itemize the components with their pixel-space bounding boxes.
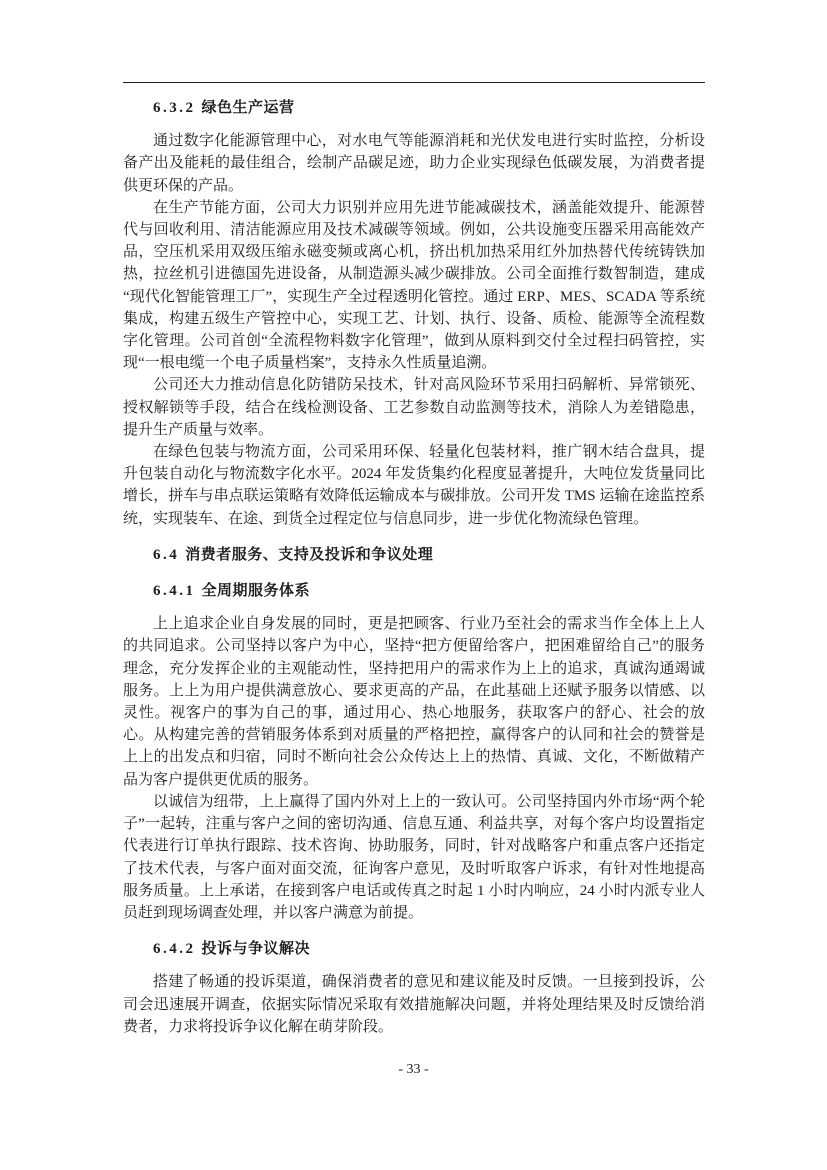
paragraph-production-energy-saving: 在生产节能方面，公司大力识别并应用先进节能减碳技术，涵盖能效提升、能源替代与回收利用、清洁能源应用及技术减碳等领域。例如，公共设施变压器采用高能效产品，空压机采用双级压缩永磁变频或离心机，挤出机加热采用红外加热替代传统铸铁加热，拉丝机引进德国先进设备，从制造源头减少碳排放。公司全面推行数智制造，建成“现代化智能管理工厂”，实现生产全过程透明化管控。通过 ERP、MES、SCADA 等系统集成，构建五级生产管控中心，实现工艺、计划、执行、设备、质检、能源等全流程数字化管理。公司首创“全流程物料数字化管理”，做到从原料到交付全过程扫码管控，实现“一根电缆一个电子质量档案”，支持永久性质量追溯。	[123, 199, 705, 372]
heading-number: 6.4	[153, 546, 180, 563]
paragraph-error-proofing: 公司还大力推动信息化防错防呆技术，针对高风险环节采用扫码解析、异常锁死、授权解锁等手段，结合在线检测设备、工艺参数自动监测等技术，消除人为差错隐患，提升生产质量与效率。	[123, 377, 705, 438]
paragraph-integrity-service-commitment: 以诚信为纽带，上上赢得了国内外对上上的一致认可。公司坚持国内外市场“两个轮子”一起转，注重与客户之间的密切沟通、信息互通、利益共享，对每个客户均设置指定代表进行订单执行跟踪、技术咨询、协助服务，同时，针对战略客户和重点客户还指定了技术代表，与客户面对面交流，征询客户意见，及时听取客户诉求，有针对性地提高服务质量。上上承诺，在接到客户电话或传真之时起 1 小时内响应，24 小时内派专业人员赶到现场调查处理，并以客户满意为前提。	[123, 793, 705, 921]
heading-number: 6.4.1	[153, 583, 196, 600]
heading-title: 绿色生产运营	[201, 99, 295, 116]
heading-6-4-2	[123, 938, 705, 960]
paragraph-complaint-resolution: 搭建了畅通的投诉渠道，确保消费者的意见和建议能及时反馈。一旦接到投诉，公司会迅速展开调查，依据实际情况采取有效措施解决问题，并将处理结果及时反馈给消费者，力求将投诉争议化解在萌芽阶段。	[123, 974, 705, 1035]
header-rule	[123, 82, 705, 83]
paragraph-green-packaging-logistics: 在绿色包装与物流方面，公司采用环保、轻量化包装材料，推广钢木结合盘具，提升包装自动化与物流数字化水平。2024 年发货集约化程度显著提升，大吨位发货量同比增长，拼车与串点联运策略有效降低运输成本与碳排放。公司开发 TMS 运输在途监控系统，实现装车、在途、到货全过程定位与信息同步，进一步优化物流绿色管理。	[123, 444, 705, 527]
heading-title: 消费者服务、支持及投诉和争议处理	[185, 545, 434, 563]
heading-title: 全周期服务体系	[201, 582, 311, 600]
paragraph-customer-centric-service: 上上追求企业自身发展的同时，更是把顾客、行业乃至社会的需求当作全体上上人的共同追求。公司坚持以客户为中心，坚持“把方便留给客户，把困难留给自己”的服务理念，充分发挥企业的主观能动性，坚持把用户的需求作为上上的追求，真诚沟通竭诚服务。上上为用户提供满意放心、要求更高的产品，在此基础上还赋予服务以情感、以灵性。视客户的事为自己的事，通过用心、热心地服务，获取客户的舒心、社会的放心。从构建完善的营销服务体系到对质量的严格把控，赢得客户的认同和社会的赞誉是上上的出发点和归宿，同时不断向社会公众传达上上的热情、真诚、文化，不断做精产品为客户提供更优质的服务。	[123, 616, 705, 788]
page-number: - 33 -	[398, 1062, 429, 1077]
paragraph-energy-management: 通过数字化能源管理中心，对水电气等能源消耗和光伏发电进行实时监控，分析设备产出及能耗的最佳组合，绘制产品碳足迹，助力企业实现绿色低碳发展，为消费者提供更环保的产品。	[123, 133, 705, 194]
heading-number: 6.4.2	[153, 941, 196, 958]
heading-6-4	[123, 544, 705, 566]
heading-number: 6.3.2	[153, 100, 196, 116]
heading-6-4-1	[123, 580, 705, 602]
heading-6-3-2	[123, 97, 705, 119]
page-content	[123, 82, 705, 1038]
heading-title: 投诉与争议解决	[201, 940, 311, 958]
